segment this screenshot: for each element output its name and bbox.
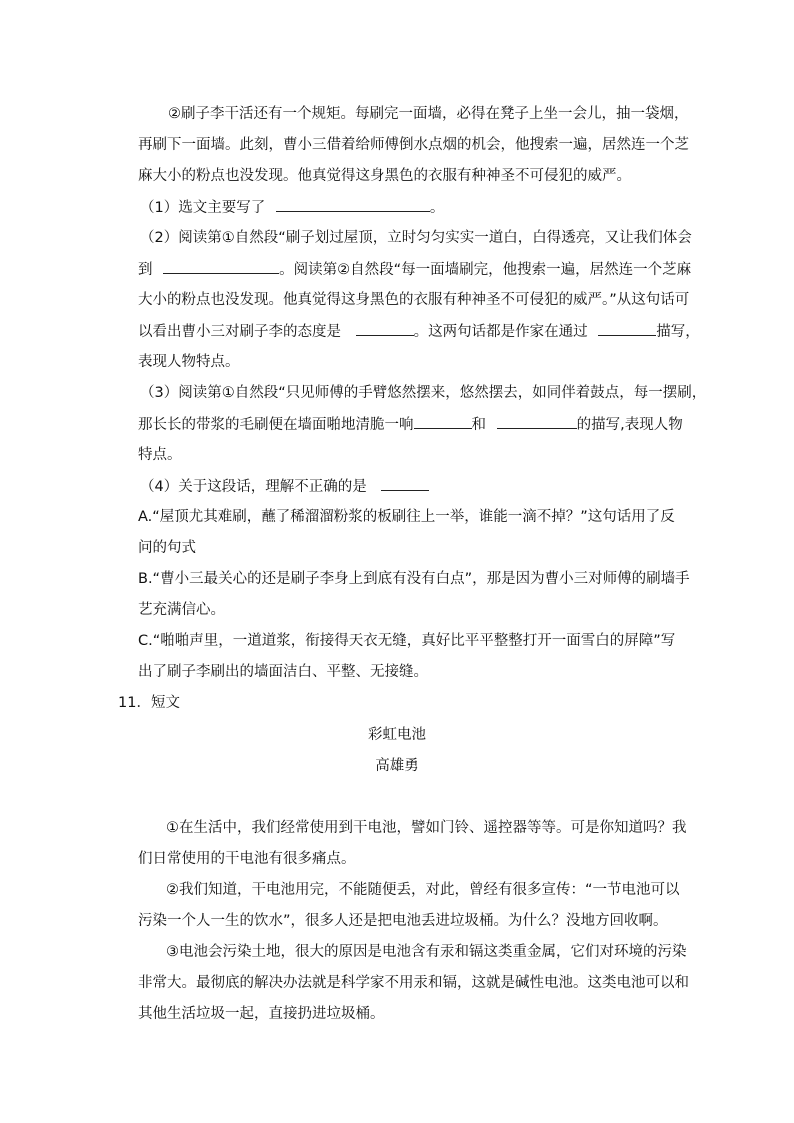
option-a-line2: 问的句式: [138, 540, 196, 556]
question-4-stem: [140, 476, 429, 497]
question-2-line4-suffix: 描写，: [656, 324, 700, 340]
question-3-line2-prefix: 那长长的带浆的毛刷便在墙面啪地清脆一响: [138, 417, 414, 433]
question-2-line4-prefix: 以看出曹小三对刷子李的态度是: [138, 324, 341, 340]
question-2-line2-prefix: 到: [138, 262, 153, 278]
option-c-line1: C.“啪啪声里，一道道浆，衔接得天衣无缝，真好比平平整整打开一面雪白的屏障”写: [138, 633, 676, 649]
option-a-line1: A.“屋顶尤其难刷，蘸了稀溜溜粉浆的板刷往上一举，谁能一滴不掉？”这句话用了反: [138, 509, 675, 525]
question-3-line3: 特点。: [138, 447, 182, 463]
article-p1-line1: ①在生活中，我们经常使用到干电池，譬如门铃、遥控器等等。可是你知道吗？我: [166, 820, 687, 836]
question-3-line2-mid: 和: [471, 417, 486, 433]
question-2-line2: [138, 259, 691, 280]
article-title: 彩虹电池: [368, 727, 426, 743]
question-2-blank-2[interactable]: [356, 321, 414, 336]
passage-para2-line3: 麻大小的粉点也没发现。他真觉得这身黑色的衣服有种神圣不可侵犯的威严。: [138, 168, 631, 184]
question-2-blank-1[interactable]: [163, 259, 279, 274]
question-3-blank-2[interactable]: [497, 414, 577, 429]
question-1-text: （1）选文主要写了: [140, 200, 266, 216]
option-b-line2: 艺充满信心。: [138, 602, 225, 618]
passage-para2-line1: ②刷子李干活还有一个规矩。每刷完一面墙，必得在凳子上坐一会儿，抽一袋烟，: [168, 106, 689, 122]
article-p3-line2: 非常大。最彻底的解决办法就是科学家不用汞和镉，这就是碱性电池。这类电池可以和: [138, 975, 689, 991]
question-3-blank-1[interactable]: [414, 414, 472, 429]
option-c-line2: 出了刷子李刷出的墙面洁白、平整、无接缝。: [138, 664, 428, 680]
passage-para2-line2: 再刷下一面墙。此刻，曹小三借着给师傅倒水点烟的机会，他搜索一遍，居然连一个芝: [138, 137, 689, 153]
article-p2-line1: ②我们知道，干电池用完，不能随便丢，对此，曾经有很多宣传：“一节电池可以: [166, 882, 680, 898]
question-3-line2: [138, 414, 683, 435]
question-2-line4-mid: 。这两句话都是作家在通过: [413, 324, 588, 340]
question-2-line4: [138, 321, 700, 342]
question-3-line1: （3）阅读第①自然段“只见师傅的手臂悠然摆来，悠然摆去，如同伴着鼓点，每一摆刷，: [140, 385, 707, 401]
question-2-line5: 表现人物特点。: [138, 354, 240, 370]
question-1-blank[interactable]: [276, 197, 430, 212]
question-2-blank-3[interactable]: [598, 321, 656, 336]
article-author: 高雄勇: [375, 758, 419, 774]
option-b-line1: B.“曹小三最关心的还是刷子李身上到底有没有白点”，那是因为曹小三对师傅的刷墙手: [138, 571, 690, 587]
section-11-label: 11．短文: [118, 695, 180, 711]
question-2-line2-suffix: 。阅读第②自然段“每一面墙刷完，他搜索一遍，居然连一个芝麻: [279, 262, 692, 278]
question-2-line1: （2）阅读第①自然段“刷子划过屋顶，立时匀匀实实一道白，白得透亮，又让我们体会: [140, 230, 692, 246]
question-1-suffix: 。: [429, 200, 445, 216]
question-2-line3: 大小的粉点也没发现。他真觉得这身黑色的衣服有种神圣不可侵犯的威严。”从这句话可: [138, 292, 690, 308]
question-3-line2-suffix: 的描写,表现人物: [576, 417, 683, 433]
article-p2-line2: 污染一个人一生的饮水”，很多人还是把电池丢进垃圾桶。为什么？没地方回收啊。: [138, 913, 668, 929]
question-4-stem-text: （4）关于这段话，理解不正确的是: [140, 479, 367, 495]
question-4-blank[interactable]: [381, 476, 429, 491]
article-p1-line2: 们日常使用的干电池有很多痛点。: [138, 851, 356, 867]
question-1: [140, 197, 444, 218]
article-p3-line1: ③电池会污染土地，很大的原因是电池含有汞和镉这类重金属，它们对环境的污染: [166, 944, 687, 960]
article-p3-line3: 其他生活垃圾一起，直接扔进垃圾桶。: [138, 1006, 385, 1022]
